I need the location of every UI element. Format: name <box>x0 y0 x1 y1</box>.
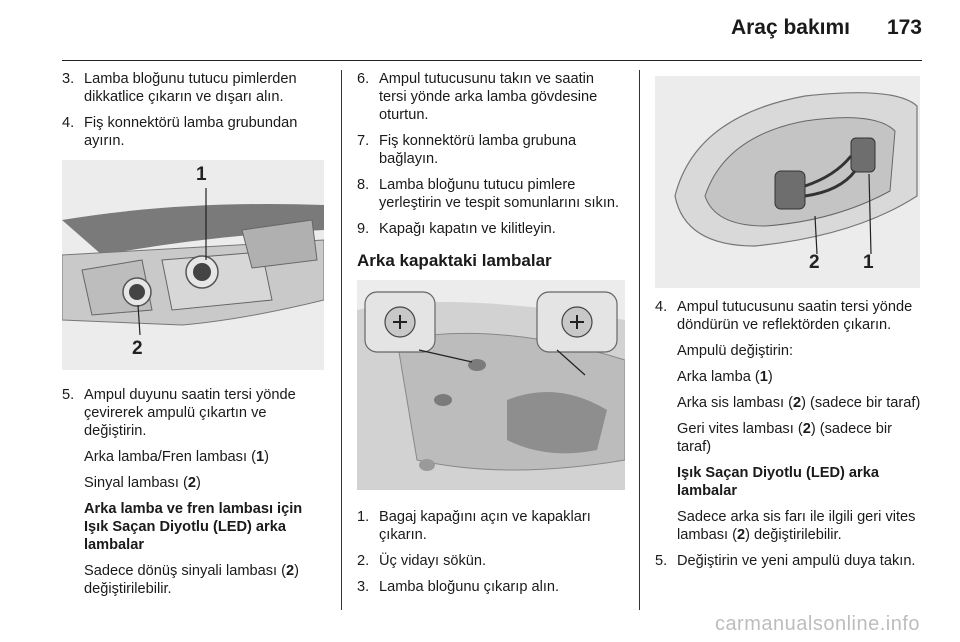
step-number: 3. <box>62 71 75 87</box>
change-label: Ampulü değiştirin: <box>677 343 793 359</box>
step-text: Bagaj kapağını açın ve kapakları çıkarın. <box>379 509 591 543</box>
step-number: 5. <box>62 387 75 403</box>
header-divider <box>62 60 922 61</box>
watermark: carmanualsonline.info <box>714 613 920 635</box>
step-text: Fiş konnektörü lamba grubundan ayırın. <box>84 115 298 149</box>
tail-lamp-illustration <box>62 160 324 370</box>
step-number: 6. <box>357 71 370 87</box>
step-text: Lamba bloğunu tutucu pimlere yerleştirin ve tespit somunlarını sıkın. <box>379 177 620 211</box>
step-text: Lamba bloğunu çıkarıp alın. <box>379 579 560 595</box>
tail-lamp-drawing <box>62 160 324 370</box>
step-number: 4. <box>655 299 668 315</box>
step-item <box>62 386 324 440</box>
step-number: 5. <box>655 553 668 569</box>
step-text: Lamba bloğunu tutucu pimlerden dikkatlice çıkarın ve dışarı alın. <box>84 71 297 105</box>
figure-callout: 1 <box>196 164 207 185</box>
bulb-line: Sinyal lambası (2) <box>84 475 201 491</box>
step-text: Değiştirin ve yeni ampulü duya takın. <box>677 553 916 569</box>
lamp-holder-illustration <box>655 76 920 288</box>
figure-callout: 2 <box>132 338 143 359</box>
step-item <box>357 552 625 570</box>
step-item <box>357 578 625 596</box>
column-left <box>62 70 324 606</box>
bulb-line: Arka lamba/Fren lambası (1) <box>84 449 269 465</box>
section-heading: Arka kapaktaki lambalar <box>357 251 552 270</box>
column-middle <box>357 70 625 604</box>
bulb-line: Arka sis lambası (2) (sadece bir taraf) <box>677 395 921 411</box>
step-item <box>357 176 625 212</box>
page-header <box>0 0 960 62</box>
tailgate-drawing <box>357 280 625 490</box>
step-number: 2. <box>357 553 370 569</box>
step-item <box>357 508 625 544</box>
step-number: 3. <box>357 579 370 595</box>
step-item <box>357 220 625 238</box>
led-subheading: Arka lamba ve fren lambası için Işık Saçan Diyotlu (LED) arka lambalar <box>84 501 303 553</box>
led-note: Sadece dönüş sinyali lambası (2) değiştirilebilir. <box>84 563 299 597</box>
column-divider <box>341 70 342 610</box>
step-item <box>62 70 324 106</box>
step-number: 1. <box>357 509 370 525</box>
step-text: Ampul tutucusunu saatin tersi yönde döndürün ve reflektörden çıkarın. <box>677 299 913 333</box>
led-note: Sadece arka sis farı ile ilgili geri vites lambası (2) değiştirilebilir. <box>677 509 916 543</box>
lamp-holder-drawing <box>655 76 920 288</box>
page-number: 173 <box>886 16 922 39</box>
tailgate-screws-illustration <box>357 280 625 490</box>
figure-callout: 1 <box>863 252 874 273</box>
led-subheading: Işık Saçan Diyotlu (LED) arka lambalar <box>677 465 879 499</box>
figure-callout: 2 <box>809 252 820 273</box>
step-text: Fiş konnektörü lamba grubuna bağlayın. <box>379 133 577 167</box>
step-number: 9. <box>357 221 370 237</box>
step-item <box>62 114 324 150</box>
step-text: Ampul tutucusunu takın ve saatin tersi yönde arka lamba gövdesine oturtun. <box>379 71 598 123</box>
column-divider <box>639 70 640 610</box>
step-number: 7. <box>357 133 370 149</box>
step-item <box>357 132 625 168</box>
step-item <box>655 552 925 570</box>
bulb-line: Geri vites lambası (2) (sadece bir taraf) <box>677 421 892 455</box>
step-item <box>655 298 925 334</box>
bulb-line: Arka lamba (1) <box>677 369 773 385</box>
step-text: Ampul duyunu saatin tersi yönde çevirerek ampulü çıkartın ve değiştirin. <box>84 387 296 439</box>
step-number: 8. <box>357 177 370 193</box>
section-title: Araç bakımı <box>730 16 850 39</box>
step-number: 4. <box>62 115 75 131</box>
step-text: Kapağı kapatın ve kilitleyin. <box>379 221 556 237</box>
step-item <box>357 70 625 124</box>
column-right <box>655 298 925 578</box>
step-text: Üç vidayı sökün. <box>379 553 487 569</box>
